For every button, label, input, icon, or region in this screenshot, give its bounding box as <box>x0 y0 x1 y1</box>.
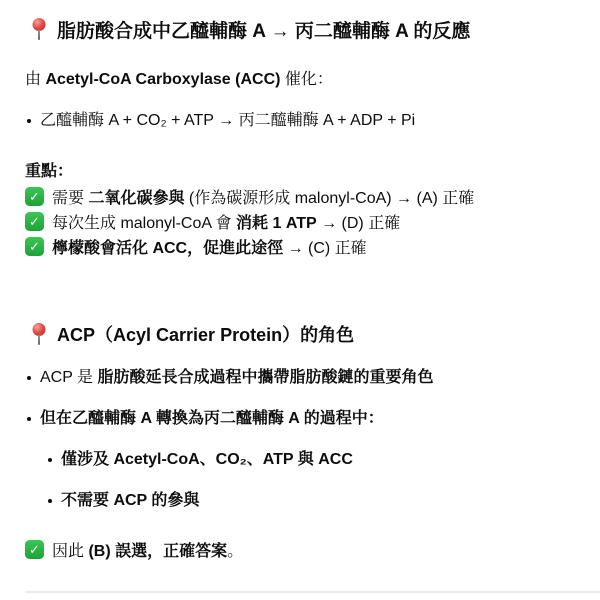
text-segment: 檸檬酸會活化 ACC，促進此途徑 <box>52 240 284 257</box>
topic-heading <box>31 16 580 43</box>
text-segment: Acetyl-CoA Carboxylase (ACC) <box>45 71 281 88</box>
text-segment: 需要 <box>52 190 89 207</box>
bullet-item <box>46 449 580 470</box>
check-line <box>25 234 580 259</box>
paragraph <box>25 69 580 91</box>
text-segment: → (C) 正確 <box>283 240 367 257</box>
conclusion-check-line <box>25 538 580 561</box>
bullet-dot <box>27 417 31 421</box>
text-segment: 二氧化碳參與 <box>88 190 185 207</box>
bullet-item <box>46 490 580 511</box>
text-segment: 僅涉及 Acetyl-CoA、CO₂、ATP 與 ACC <box>61 451 353 468</box>
bullet-text <box>61 449 353 470</box>
bullet-text <box>61 490 199 511</box>
round-pushpin-icon <box>31 322 46 347</box>
check-mark-button-icon: ✓ <box>25 540 44 559</box>
pushpin-needle <box>38 30 40 40</box>
text-segment: 脂肪酸合成中乙醯輔酶 A → 丙二醯輔酶 A 的反應 <box>57 21 471 42</box>
text-segment: (B) 誤選，正確答案 <box>88 543 228 560</box>
text-segment: ACP（Acyl Carrier Protein）的角色 <box>57 325 355 345</box>
bullet-item <box>25 367 580 388</box>
check-mark-button-icon: ✓ <box>25 187 44 206</box>
key-points-label <box>25 159 580 184</box>
check-line <box>25 184 580 209</box>
round-pushpin-icon <box>31 17 46 42</box>
heading-text <box>57 321 354 347</box>
bullet-dot <box>48 458 52 462</box>
bullet-dot <box>48 499 52 503</box>
bullet-item <box>25 110 580 131</box>
check-line <box>25 209 580 234</box>
text-segment: 脂肪酸延長合成過程中攜帶脂肪酸鏈的重要角色 <box>97 369 434 386</box>
bullet-dot <box>27 119 31 123</box>
text-segment: → (D) 正確 <box>316 215 401 232</box>
bullet-item <box>25 408 580 429</box>
bullet-text <box>40 110 415 131</box>
text-segment: 每次生成 malonyl-CoA 會 <box>52 215 237 232</box>
check-mark-button-icon: ✓ <box>25 237 44 256</box>
bullet-dot <box>27 376 31 380</box>
text-segment: 因此 <box>52 543 89 560</box>
text-segment: ACP 是 <box>40 369 98 386</box>
heading-text <box>57 16 470 43</box>
text-segment: 消耗 1 ATP <box>236 215 317 232</box>
bullet-text <box>40 408 384 429</box>
text-segment: 催化： <box>280 71 333 88</box>
check-mark-button-icon: ✓ <box>25 212 44 231</box>
bullet-text <box>40 367 434 388</box>
text-segment: 由 <box>25 71 46 88</box>
check-text <box>52 538 243 561</box>
text-segment: 。 <box>227 543 244 560</box>
check-text <box>52 185 474 208</box>
text-segment: 不需要 ACP 的參與 <box>61 492 200 509</box>
text-segment: 但在乙醯輔酶 A 轉換為丙二醯輔酶 A 的過程中： <box>40 410 384 427</box>
text-segment: 乙醯輔酶 A + CO₂ + ATP → 丙二醯輔酶 A + ADP + Pi <box>40 112 416 129</box>
text-segment: 重點： <box>25 163 74 180</box>
key-points-block <box>25 159 580 259</box>
check-text <box>52 235 367 258</box>
topic-heading <box>31 321 580 347</box>
text-segment: (作為碳源形成 malonyl-CoA) → (A) 正確 <box>184 190 475 207</box>
check-text <box>52 210 400 233</box>
section-divider <box>25 591 600 593</box>
pushpin-needle <box>38 335 40 345</box>
